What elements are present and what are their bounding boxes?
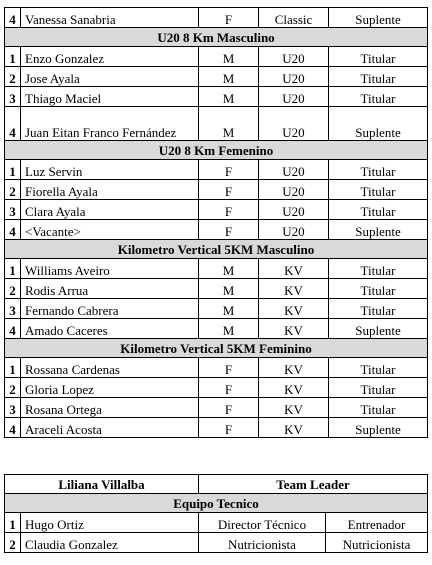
row-number: 2 (5, 378, 21, 398)
staff-table (4, 474, 428, 553)
table-row (5, 279, 428, 299)
athlete-name: Luz Servin (21, 160, 199, 180)
athlete-name: Enzo Gonzalez (21, 47, 199, 67)
table-row (5, 418, 428, 438)
staff-function: Entrenador (326, 513, 428, 533)
athlete-status: Titular (329, 200, 428, 220)
row-number: 4 (5, 418, 21, 438)
team-leader-role: Team Leader (199, 475, 428, 494)
athlete-sex: F (199, 220, 259, 240)
athlete-name: Araceli Acosta (21, 418, 199, 438)
athlete-name: Rosana Ortega (21, 398, 199, 418)
athlete-name: Thiago Maciel (21, 87, 199, 107)
row-number: 3 (5, 398, 21, 418)
athlete-name: Vanessa Sanabria (21, 8, 199, 28)
athlete-category: U20 (259, 47, 329, 67)
table-row (5, 107, 428, 141)
staff-role: Director Técnico (199, 513, 326, 533)
section-title: Kilometro Vertical 5KM Masculino (5, 240, 428, 259)
athlete-name: Fiorella Ayala (21, 180, 199, 200)
athlete-category: U20 (259, 87, 329, 107)
athlete-status: Titular (329, 378, 428, 398)
section-title: U20 8 Km Masculino (5, 28, 428, 47)
athlete-status: Titular (329, 259, 428, 279)
athlete-name: Juan Eitan Franco Fernández (21, 107, 199, 141)
athlete-status: Titular (329, 160, 428, 180)
athlete-name: <Vacante> (21, 220, 199, 240)
athlete-category: U20 (259, 160, 329, 180)
athlete-name: Jose Ayala (21, 67, 199, 87)
athlete-status: Suplente (329, 107, 428, 141)
athlete-sex: M (199, 319, 259, 339)
athlete-category: U20 (259, 200, 329, 220)
athlete-sex: F (199, 358, 259, 378)
athlete-sex: M (199, 67, 259, 87)
athlete-sex: M (199, 47, 259, 67)
row-number: 2 (5, 67, 21, 87)
row-number: 1 (5, 160, 21, 180)
athlete-sex: F (199, 418, 259, 438)
athlete-status: Titular (329, 87, 428, 107)
athlete-sex: M (199, 299, 259, 319)
athlete-name: Clara Ayala (21, 200, 199, 220)
athlete-category: KV (259, 358, 329, 378)
athlete-status: Suplente (329, 418, 428, 438)
athlete-status: Titular (329, 398, 428, 418)
section-header (5, 240, 428, 259)
athlete-category: KV (259, 378, 329, 398)
row-number: 4 (5, 319, 21, 339)
athlete-status: Titular (329, 67, 428, 87)
section-title: Kilometro Vertical 5KM Feminino (5, 339, 428, 358)
athlete-category: KV (259, 398, 329, 418)
staff-role: Nutricionista (199, 533, 326, 553)
athlete-status: Titular (329, 279, 428, 299)
table-row (5, 259, 428, 279)
athlete-status: Suplente (329, 319, 428, 339)
table-row (5, 67, 428, 87)
athlete-name: Amado Caceres (21, 319, 199, 339)
athlete-sex: F (199, 378, 259, 398)
table-row (5, 299, 428, 319)
athlete-category: U20 (259, 107, 329, 141)
table-row (5, 398, 428, 418)
row-number: 3 (5, 200, 21, 220)
row-number: 1 (5, 513, 21, 533)
section-title: U20 8 Km Femenino (5, 141, 428, 160)
table-row (5, 513, 428, 533)
athlete-name: Rodis Arrua (21, 279, 199, 299)
row-number: 1 (5, 47, 21, 67)
table-row (5, 160, 428, 180)
row-number: 2 (5, 180, 21, 200)
table-row (5, 87, 428, 107)
athlete-sex: M (199, 107, 259, 141)
athlete-sex: M (199, 279, 259, 299)
row-number: 2 (5, 279, 21, 299)
athlete-sex: F (199, 8, 259, 28)
athlete-name: Fernando Cabrera (21, 299, 199, 319)
table-row (5, 358, 428, 378)
athletes-table (4, 7, 428, 438)
athlete-status: Suplente (329, 220, 428, 240)
athlete-sex: M (199, 259, 259, 279)
athlete-status: Titular (329, 358, 428, 378)
athlete-sex: M (199, 87, 259, 107)
athlete-status: Suplente (329, 8, 428, 28)
athlete-status: Titular (329, 299, 428, 319)
row-number: 3 (5, 87, 21, 107)
section-header (5, 494, 428, 513)
row-number: 2 (5, 533, 21, 553)
table-row (5, 8, 428, 28)
table-row (5, 378, 428, 398)
athlete-status: Titular (329, 47, 428, 67)
table-row (5, 200, 428, 220)
section-header (5, 339, 428, 358)
table-row (5, 319, 428, 339)
athletes-table-body (5, 8, 428, 438)
athlete-category: KV (259, 319, 329, 339)
athlete-category: U20 (259, 220, 329, 240)
athlete-category: KV (259, 418, 329, 438)
athlete-category: U20 (259, 180, 329, 200)
athlete-name: Gloria Lopez (21, 378, 199, 398)
athlete-name: Rossana Cardenas (21, 358, 199, 378)
athlete-sex: F (199, 200, 259, 220)
athlete-sex: F (199, 160, 259, 180)
section-header (5, 28, 428, 47)
row-number: 4 (5, 107, 21, 141)
athlete-category: U20 (259, 67, 329, 87)
athlete-status: Titular (329, 180, 428, 200)
athlete-category: KV (259, 279, 329, 299)
athlete-sex: F (199, 180, 259, 200)
team-leader-name: Liliana Villalba (5, 475, 199, 494)
row-number: 4 (5, 220, 21, 240)
team-leader-row (5, 475, 428, 494)
staff-name: Claudia Gonzalez (21, 533, 199, 553)
row-number: 3 (5, 299, 21, 319)
row-number: 4 (5, 8, 21, 28)
row-number: 1 (5, 259, 21, 279)
athlete-category: KV (259, 259, 329, 279)
table-row (5, 220, 428, 240)
table-row (5, 180, 428, 200)
staff-name: Hugo Ortiz (21, 513, 199, 533)
athlete-category: Classic (259, 8, 329, 28)
athlete-category: KV (259, 299, 329, 319)
staff-function: Nutricionista (326, 533, 428, 553)
table-row (5, 47, 428, 67)
section-title: Equipo Tecnico (5, 494, 428, 513)
athlete-name: Williams Aveiro (21, 259, 199, 279)
table-row (5, 533, 428, 553)
athlete-sex: F (199, 398, 259, 418)
section-header (5, 141, 428, 160)
row-number: 1 (5, 358, 21, 378)
